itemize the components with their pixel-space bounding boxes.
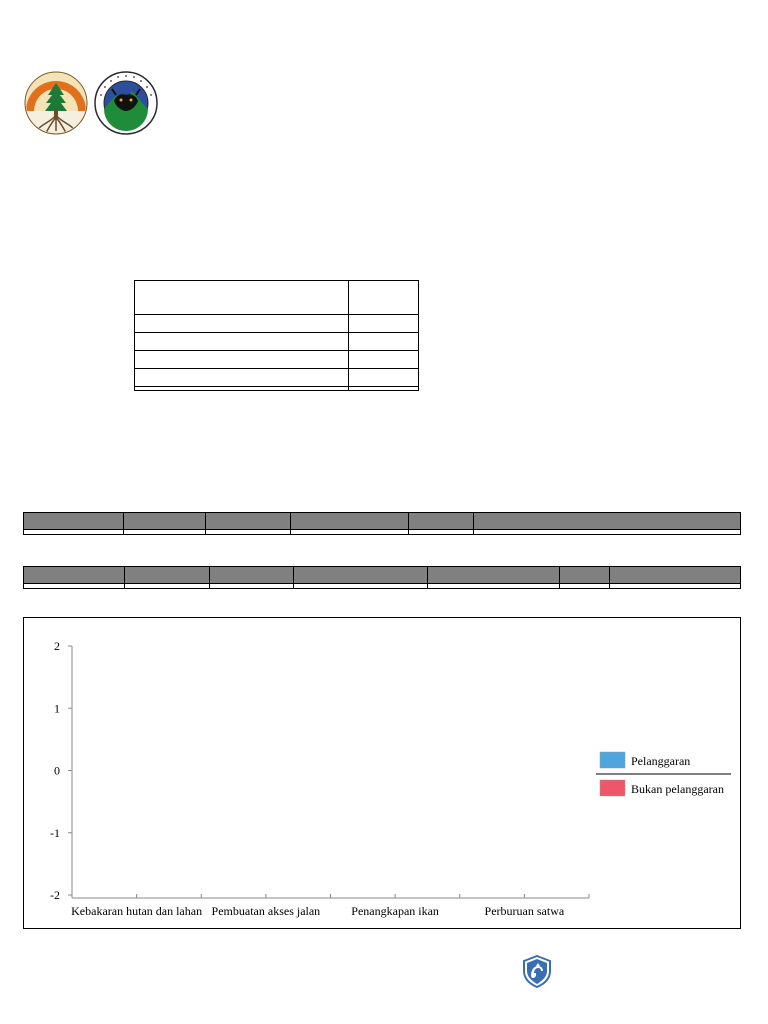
summary-cell: [135, 369, 349, 387]
summary-cell: [349, 333, 419, 351]
legend-swatch: [600, 780, 625, 796]
summary-cell: [349, 351, 419, 369]
x-tick-label: Pembuatan akses jalan: [211, 904, 321, 918]
summary-row: [135, 315, 419, 333]
table-header-cell: [409, 513, 474, 530]
table-cell: [124, 530, 206, 535]
table-header-cell: [210, 567, 294, 584]
y-tick-label: 1: [54, 701, 60, 716]
table-cell: [206, 530, 291, 535]
table-header-cell: [24, 513, 124, 530]
summary-header-cell: [135, 281, 349, 315]
table-cell: [610, 584, 741, 589]
table-header-cell: [610, 567, 741, 584]
y-tick-label: 0: [54, 763, 60, 778]
summary-cell: [135, 351, 349, 369]
table-header-cell: [291, 513, 409, 530]
table-header-cell: [206, 513, 291, 530]
table-header-cell: [474, 513, 741, 530]
table-header-cell: [294, 567, 428, 584]
legend-label: Pelanggaran: [631, 754, 691, 768]
y-tick-label: 2: [54, 639, 60, 653]
bksda-logo: [94, 71, 158, 135]
bar-chart: [24, 618, 742, 930]
table-header-cell: [124, 513, 206, 530]
table-cell: [125, 584, 210, 589]
summary-row: [135, 387, 419, 391]
table-header-row: [24, 567, 741, 584]
x-tick-label: Penangkapan ikan: [351, 904, 439, 918]
data-table-2: [23, 566, 741, 589]
legend-label: Bukan pelanggaran: [631, 782, 724, 796]
table-cell: [560, 584, 610, 589]
table-cell: [428, 584, 560, 589]
table-header-cell: [24, 567, 125, 584]
summary-cell: [135, 387, 349, 391]
table-cell: [210, 584, 294, 589]
summary-cell: [349, 315, 419, 333]
summary-table: [134, 280, 419, 391]
chart-container: [23, 617, 741, 929]
shield-logo-icon: [522, 955, 552, 988]
table-cell: [291, 530, 409, 535]
summary-cell: [135, 333, 349, 351]
y-tick-label: -2: [50, 888, 60, 902]
legend-swatch: [600, 752, 625, 768]
data-table-1: [23, 512, 741, 535]
summary-row: [135, 333, 419, 351]
ministry-logo: [24, 71, 88, 135]
table-header-cell: [125, 567, 210, 584]
x-tick-label: Perburuan satwa: [484, 904, 565, 918]
table-header-row: [24, 513, 741, 530]
table-header-cell: [560, 567, 610, 584]
summary-header-row: [135, 281, 419, 315]
table-row: [24, 530, 741, 535]
summary-cell: [135, 315, 349, 333]
y-tick-label: -1: [50, 825, 60, 840]
table-cell: [24, 530, 124, 535]
x-tick-label: Kebakaran hutan dan lahan: [71, 904, 203, 918]
summary-cell: [349, 369, 419, 387]
summary-row: [135, 351, 419, 369]
summary-cell: [349, 387, 419, 391]
table-cell: [474, 530, 741, 535]
table-row: [24, 584, 741, 589]
summary-header-cell: [349, 281, 419, 315]
table-header-cell: [428, 567, 560, 584]
table-cell: [24, 584, 125, 589]
summary-row: [135, 369, 419, 387]
table-cell: [409, 530, 474, 535]
table-cell: [294, 584, 428, 589]
